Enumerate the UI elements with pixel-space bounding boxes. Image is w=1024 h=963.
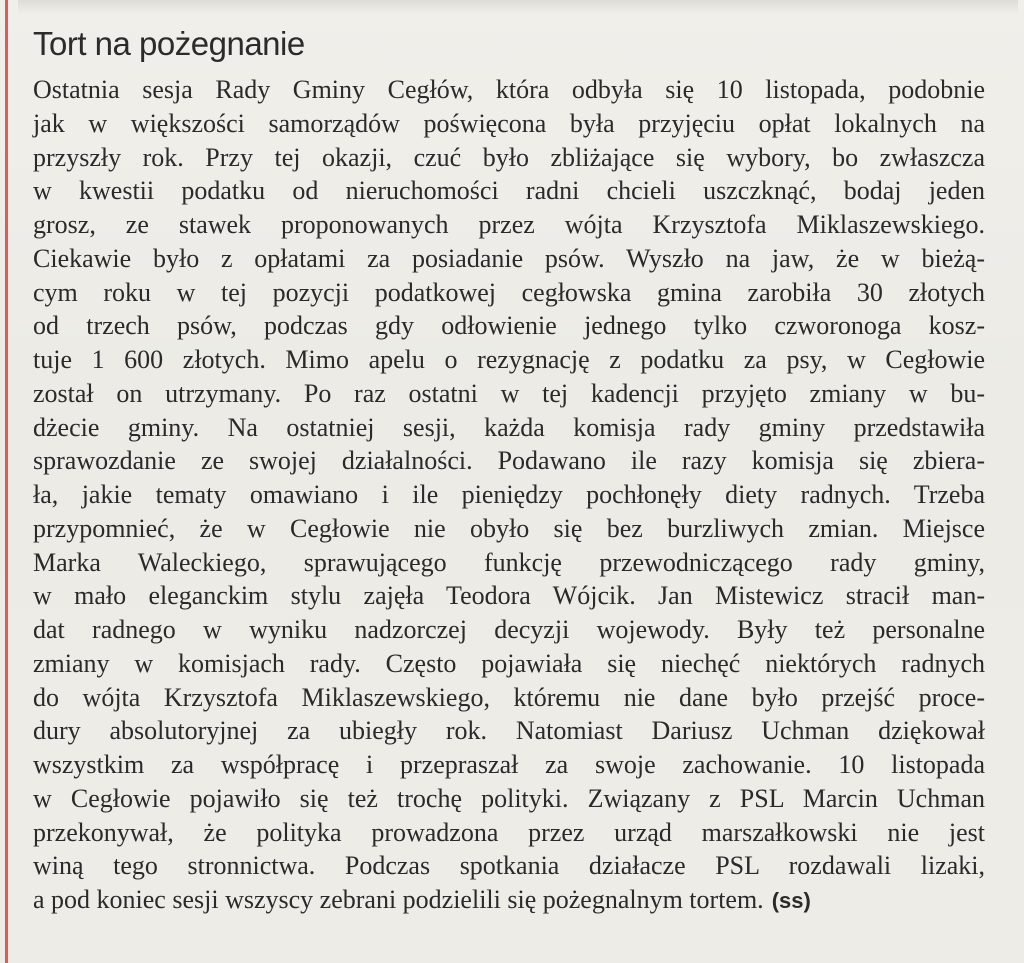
article-line-12: sprawozdanie ze swojej działalności. Podawano ile razy komisja się zbiera- [33, 446, 985, 476]
article-line-17: dat radnego w wyniku nadzorczej decyzji wojewody. Były też personalne [33, 615, 985, 644]
article-line-16: w mało eleganckim stylu zajęła Teodora Wójcik. Jan Mistewicz stracił man- [33, 581, 985, 611]
article-line-15: Marka Waleckiego, sprawującego funkcję przewodniczącego rady gminy, [33, 547, 985, 577]
article-line-1: Ostatnia sesja Rady Gminy Cegłów, która odbyła się 10 listopada, podobnie [33, 75, 985, 104]
article-line-14: przypomnieć, że w Cegłowie nie obyło się bez burzliwych zmian. Miejsce [33, 513, 985, 543]
article-line-8: od trzech psów, podczas gdy odłowienie jednego tylko czworonoga kosz- [33, 311, 985, 341]
article-line-25 [33, 883, 985, 917]
article-line-6: Ciekawie było z opłatami za posiadanie psów. Wyszło na jaw, że w bieżą- [33, 243, 985, 273]
margin-rule [5, 0, 8, 963]
article-line-18: zmiany w komisjach rady. Często pojawiała się niechęć niektórych radnych [33, 648, 985, 678]
article-line-13: ła, jakie tematy omawiano i ile pieniędzy pochłonęły diety radnych. Trzeba [33, 480, 985, 509]
author-byline: (ss) [771, 888, 811, 913]
article-line-22: w Cegłowie pojawiło się też trochę polityki. Związany z PSL Marcin Uchman [33, 783, 985, 813]
article-line-11: dżecie gminy. Na ostatniej sesji, każda komisja rady gminy przedstawiła [33, 412, 985, 442]
article-last-line-text: a pod koniec sesji wszyscy zebrani podzielili się pożegnalnym tortem. [33, 885, 764, 914]
article-line-10: został on utrzymany. Po raz ostatni w tej kadencji przyjęto zmiany w bu- [33, 378, 985, 408]
article-line-20: dury absolutoryjnej za ubiegły rok. Natomiast Dariusz Uchman dziękował [33, 716, 985, 746]
article-line-7: cym roku w tej pozycji podatkowej cegłowska gmina zarobiła 30 złotych [33, 277, 985, 307]
article-line-2: jak w większości samorządów poświęcona była przyjęciu opłat lokalnych na [33, 108, 985, 138]
article-line-21: wszystkim za współpracę i przepraszał za swoje zachowanie. 10 listopada [33, 750, 985, 779]
article-line-19: do wójta Krzysztofa Miklaszewskiego, któremu nie dane było przejść proce- [33, 682, 985, 712]
article-line-24: winą tego stronnictwa. Podczas spotkania działacze PSL rozdawali lizaki, [33, 851, 985, 881]
article-line-9: tuje 1 600 złotych. Mimo apelu o rezygnację z podatku za psy, w Cegłowie [33, 345, 985, 374]
article-title: Tort na pożegnanie [33, 25, 305, 62]
article-line-3: przyszły rok. Przy tej okazji, czuć było zbliżające się wybory, bo zwłaszcza [33, 142, 985, 172]
article-line-23: przekonywał, że polityka prowadzona przez urząd marszałkowski nie jest [33, 817, 985, 847]
article-line-4: w kwestii podatku od nieruchomości radni chcieli uszczknąć, bodaj jeden [33, 176, 985, 206]
article-line-5: grosz, ze stawek proponowanych przez wójta Krzysztofa Miklaszewskiego. [33, 210, 985, 239]
article-body [33, 73, 985, 917]
clipping-top-edge [18, 0, 1018, 14]
